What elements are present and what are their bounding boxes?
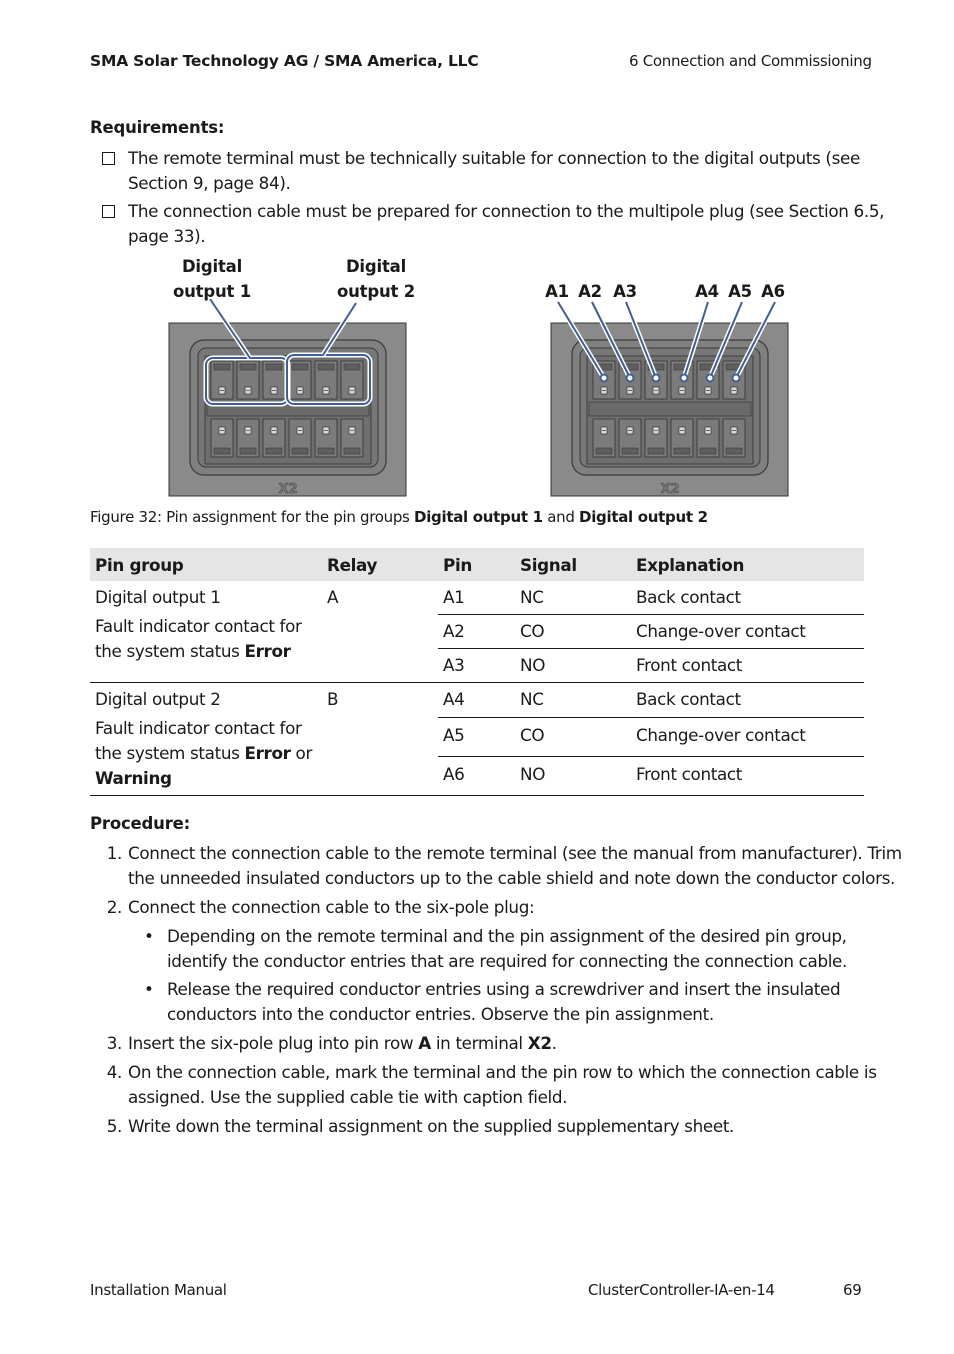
table-header-row — [90, 548, 864, 581]
pin-assignment-table — [90, 548, 864, 796]
bullet-icon: • — [144, 926, 154, 946]
header-explanation: Explanation — [631, 548, 864, 581]
relay-cell: A — [327, 587, 339, 607]
header-company: SMA Solar Technology AG / SMA America, LLC — [90, 52, 479, 70]
pin-assignment-figure — [0, 0, 954, 500]
procedure-bullet-2: • Release the required conductor entries using a screwdriver and insert the insulated conductors into the conductor entries. Observe the pin assignment. — [144, 979, 841, 1024]
header-pin: Pin — [438, 548, 515, 581]
requirement-item-2: The connection cable must be prepared for connection to the multipole plug (see Section 6.5, page 33). — [128, 201, 885, 246]
procedure-step-5: 5. Write down the terminal assignment on the supplied supplementary sheet. — [106, 1116, 735, 1136]
pin-label-a2: A2 — [578, 282, 602, 301]
procedure-title: Procedure: — [90, 814, 191, 833]
terminal-mark-left: X2 — [278, 482, 298, 497]
explanation-cell: Front contact — [631, 757, 864, 796]
pin-label-a3: A3 — [613, 282, 637, 301]
explanation-cell: Change-over contact — [631, 615, 864, 649]
pin-label-a1: A1 — [545, 282, 569, 301]
connector-left — [169, 299, 406, 496]
pin-group-cell: Digital output 1 Fault indicator contact for the system status Error — [95, 587, 302, 661]
signal-cell: CO — [515, 615, 631, 649]
signal-cell: CO — [515, 717, 631, 757]
requirements-title: Requirements: — [90, 118, 225, 137]
footer-manual-title: Installation Manual — [90, 1281, 227, 1299]
pin-cell: A4 — [438, 683, 515, 718]
bullet-icon: • — [144, 979, 154, 999]
terminal-mark-right: X2 — [660, 482, 680, 497]
pin-cell: A5 — [438, 717, 515, 757]
footer-doc-id: ClusterController-IA-en-14 — [588, 1281, 775, 1299]
pin-label-a6: A6 — [761, 282, 785, 301]
pin-cell: A3 — [438, 649, 515, 683]
procedure-step-2: 2. Connect the connection cable to the six-pole plug: — [106, 897, 535, 917]
label-digital-output-1: Digital output 1 — [172, 257, 252, 301]
procedure-bullet-1: • Depending on the remote terminal and the pin assignment of the desired pin group, identify the conductor entries that are required for connecting the connection cable. — [144, 926, 848, 971]
procedure-step-1: 1. Connect the connection cable to the remote terminal (see the manual from manufacturer). Trim the unneeded insulated conductors up to the cable shield and note down the conductor colors. — [106, 843, 902, 888]
footer-page-number: 69 — [843, 1281, 862, 1299]
signal-cell: NC — [515, 683, 631, 718]
explanation-cell: Back contact — [636, 587, 741, 607]
explanation-cell: Front contact — [631, 649, 864, 683]
pin-label-a4: A4 — [695, 282, 719, 301]
connector-right — [551, 302, 788, 496]
signal-cell: NO — [515, 757, 631, 796]
header-relay: Relay — [322, 548, 438, 581]
pin-label-a5: A5 — [728, 282, 752, 301]
relay-cell: B — [322, 683, 438, 796]
explanation-cell: Back contact — [631, 683, 864, 718]
header-chapter: 6 Connection and Commissioning — [629, 52, 872, 70]
requirement-item-1: The remote terminal must be technically suitable for connection to the digital outputs (see Section 9, page 84). — [128, 148, 860, 193]
signal-cell: NC — [520, 587, 544, 607]
explanation-cell: Change-over contact — [631, 717, 864, 757]
table-row — [90, 581, 864, 615]
signal-cell: NO — [515, 649, 631, 683]
header-pin-group: Pin group — [90, 548, 322, 581]
label-digital-output-2: Digital output 2 — [336, 257, 416, 301]
pin-group-cell: Digital output 2 Fault indicator contact for the system status Error or Warning — [90, 683, 322, 796]
procedure-step-3: 3. Insert the six-pole plug into pin row A in terminal X2. — [106, 1033, 557, 1053]
figure-caption: Figure 32: Pin assignment for the pin groups Digital output 1 and Digital output 2 — [90, 508, 708, 526]
pin-cell: A1 — [443, 587, 465, 607]
header-signal: Signal — [515, 548, 631, 581]
pin-cell: A2 — [438, 615, 515, 649]
procedure-step-4: 4. On the connection cable, mark the terminal and the pin row to which the connection cable is assigned. Use the supplied cable tie with caption field. — [106, 1062, 877, 1107]
pin-cell: A6 — [438, 757, 515, 796]
table-row — [90, 683, 864, 718]
